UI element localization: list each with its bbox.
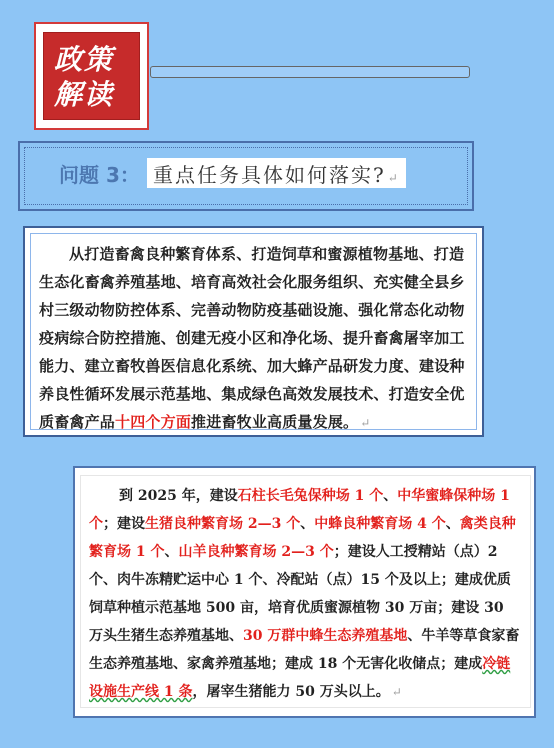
paragraph-mark-icon: ↵ — [360, 416, 371, 430]
detail-text-6: 、 — [164, 544, 179, 560]
paragraph-mark-icon: ↵ — [387, 171, 400, 185]
summary-section-inner — [30, 233, 477, 430]
detail-highlight-8: 冷链设施生产线 1 条 — [89, 656, 511, 700]
logo-badge — [43, 32, 140, 120]
detail-text-5: 、 — [445, 516, 460, 532]
question-title: 重点任务具体如何落实? — [153, 163, 386, 187]
detail-highlight-3: 生猪良种繁育场 2—3 个 — [145, 516, 301, 532]
summary-text-1: 从打造畜禽良种繁育体系、打造饲草和蜜源植物基地、打造生态化畜禽养殖基地、培育高效社会化服务组织、充实健全县乡村三级动物防控体系、完善动物防疫基础设施、强化常态化动物疫病综合防控措施、创建无疫小区和净化场、提升畜禽屠宰加工能力、建立畜牧兽医信息化系统、加大蜂产品研发力度、建设种养良性循环发展示范基地、集成绿色高效发展技术、打造安全优质畜禽产品 — [39, 245, 465, 431]
detail-highlight-5: 禽类良种繁育场 1 个 — [89, 516, 516, 560]
logo-line-2: 解读 — [54, 78, 115, 111]
detail-section — [73, 466, 536, 718]
detail-highlight-1: 石柱长毛兔保种场 1 个 — [237, 488, 384, 504]
detail-text-2: 、 — [383, 488, 398, 504]
summary-section — [23, 226, 484, 437]
detail-highlight-4: 中蜂良种繁育场 4 个 — [314, 516, 446, 532]
question-text — [147, 158, 406, 188]
detail-text-8: 、牛羊等草食家畜生态养殖基地、家禽养殖基地；建成 18 个无害化收储点；建成 — [89, 628, 520, 672]
detail-section-inner — [80, 475, 531, 708]
logo-line-1: 政策 — [54, 43, 115, 76]
summary-text-2: 推进畜牧业高质量发展。 — [191, 413, 359, 431]
question-label: 问题 3： — [59, 163, 140, 187]
detail-highlight-2: 中华蜜蜂保种场 1 个 — [89, 488, 510, 532]
detail-highlight-7: 30 万群中蜂生态养殖基地 — [243, 628, 408, 644]
detail-text-3: ；建设 — [103, 516, 145, 532]
summary-paragraph — [39, 240, 471, 437]
detail-text-4: 、 — [300, 516, 315, 532]
detail-highlight-6: 山羊良种繁育场 2—3 个 — [178, 544, 334, 560]
header-rule-bar — [150, 66, 470, 78]
detail-text-7: ；建设人工授精站（点）2 个、肉牛冻精贮运中心 1 个、冷配站（点）15 个及以上；建成优质饲草种植示范基地 500 亩，培育优质蜜源植物 30 万亩；建设 30 万头生猪生态养殖基地、 — [89, 544, 511, 644]
detail-text-9: ，屠宰生猪能力 50 万头以上。 — [192, 684, 390, 700]
summary-highlight: 十四个方面 — [115, 413, 192, 431]
policy-interpretation-logo — [34, 22, 149, 130]
paragraph-mark-icon: ↵ — [391, 685, 402, 699]
question-box — [18, 141, 474, 211]
detail-text-1: 到 2025 年，建设 — [119, 488, 238, 504]
detail-paragraph — [89, 482, 522, 706]
